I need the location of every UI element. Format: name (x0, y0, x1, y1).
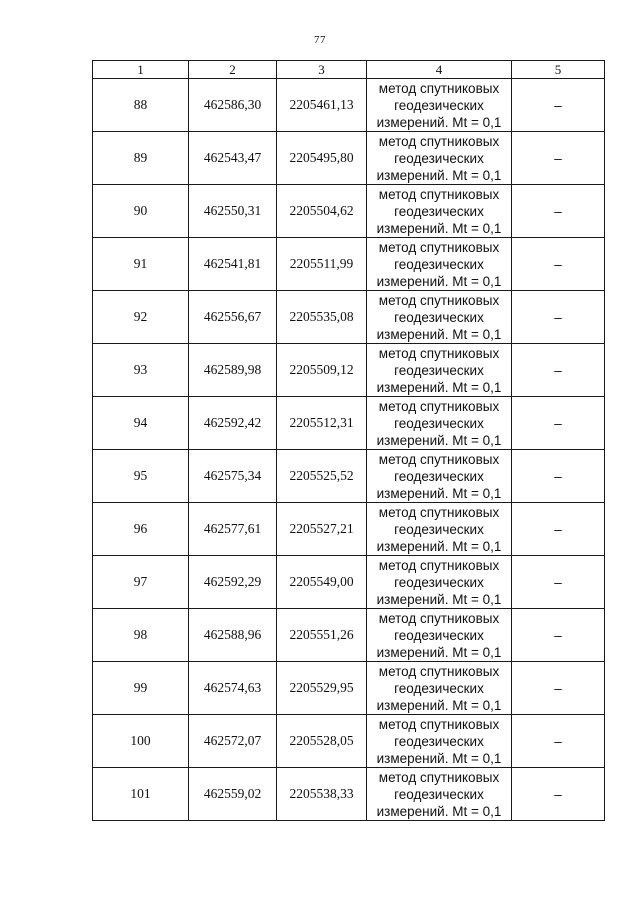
y-coordinate-cell: 2205495,80 (277, 132, 367, 185)
y-coordinate-cell: 2205525,52 (277, 450, 367, 503)
x-coordinate-cell: 462559,02 (189, 768, 277, 821)
column-5-cell: – (512, 556, 605, 609)
method-line: геодезических (394, 415, 484, 431)
column-5-cell: – (512, 503, 605, 556)
method-cell (367, 556, 512, 609)
header-col-1: 1 (93, 61, 189, 79)
table-row (93, 397, 605, 450)
point-number-cell: 94 (93, 397, 189, 450)
column-5-cell: – (512, 609, 605, 662)
table-row (93, 238, 605, 291)
x-coordinate-cell: 462543,47 (189, 132, 277, 185)
table-row (93, 291, 605, 344)
point-number-cell: 91 (93, 238, 189, 291)
point-number-cell: 92 (93, 291, 189, 344)
point-number-cell: 88 (93, 79, 189, 132)
header-col-2: 2 (189, 61, 277, 79)
method-cell (367, 185, 512, 238)
method-line: метод спутниковых (378, 769, 500, 785)
x-coordinate-cell: 462541,81 (189, 238, 277, 291)
method-line: измерений. Mt = 0,1 (376, 803, 502, 819)
method-cell (367, 768, 512, 821)
header-col-4: 4 (367, 61, 512, 79)
x-coordinate-cell: 462556,67 (189, 291, 277, 344)
method-cell (367, 291, 512, 344)
method-cell (367, 662, 512, 715)
x-coordinate-cell: 462592,29 (189, 556, 277, 609)
y-coordinate-cell: 2205551,26 (277, 609, 367, 662)
method-line: измерений. Mt = 0,1 (376, 114, 502, 130)
method-line: метод спутниковых (378, 239, 500, 255)
method-cell (367, 609, 512, 662)
column-5-cell: – (512, 397, 605, 450)
y-coordinate-cell: 2205504,62 (277, 185, 367, 238)
x-coordinate-cell: 462588,96 (189, 609, 277, 662)
method-line: метод спутниковых (378, 504, 500, 520)
x-coordinate-cell: 462586,30 (189, 79, 277, 132)
y-coordinate-cell: 2205529,95 (277, 662, 367, 715)
method-cell (367, 450, 512, 503)
method-line: метод спутниковых (378, 292, 500, 308)
method-line: геодезических (394, 309, 484, 325)
x-coordinate-cell: 462550,31 (189, 185, 277, 238)
method-line: измерений. Mt = 0,1 (376, 220, 502, 236)
table-row (93, 185, 605, 238)
method-cell (367, 238, 512, 291)
method-line: метод спутниковых (378, 663, 500, 679)
header-col-3: 3 (277, 61, 367, 79)
y-coordinate-cell: 2205527,21 (277, 503, 367, 556)
x-coordinate-cell: 462577,61 (189, 503, 277, 556)
point-number-cell: 99 (93, 662, 189, 715)
method-line: геодезических (394, 97, 484, 113)
column-5-cell: – (512, 291, 605, 344)
table-row (93, 662, 605, 715)
method-line: измерений. Mt = 0,1 (376, 379, 502, 395)
x-coordinate-cell: 462592,42 (189, 397, 277, 450)
column-5-cell: – (512, 132, 605, 185)
method-line: измерений. Mt = 0,1 (376, 538, 502, 554)
x-coordinate-cell: 462589,98 (189, 344, 277, 397)
table-body (93, 79, 605, 821)
method-line: измерений. Mt = 0,1 (376, 591, 502, 607)
method-cell (367, 79, 512, 132)
x-coordinate-cell: 462572,07 (189, 715, 277, 768)
x-coordinate-cell: 462574,63 (189, 662, 277, 715)
y-coordinate-cell: 2205512,31 (277, 397, 367, 450)
column-5-cell: – (512, 662, 605, 715)
table-row (93, 132, 605, 185)
column-5-cell: – (512, 79, 605, 132)
method-line: измерений. Mt = 0,1 (376, 326, 502, 342)
y-coordinate-cell: 2205511,99 (277, 238, 367, 291)
method-line: метод спутниковых (378, 557, 500, 573)
y-coordinate-cell: 2205461,13 (277, 79, 367, 132)
method-line: геодезических (394, 733, 484, 749)
method-line: метод спутниковых (378, 133, 500, 149)
method-line: геодезических (394, 150, 484, 166)
method-line: измерений. Mt = 0,1 (376, 697, 502, 713)
method-line: измерений. Mt = 0,1 (376, 750, 502, 766)
header-row (93, 61, 605, 79)
point-number-cell: 98 (93, 609, 189, 662)
table-row (93, 450, 605, 503)
point-number-cell: 100 (93, 715, 189, 768)
page-number: 77 (314, 34, 326, 46)
point-number-cell: 89 (93, 132, 189, 185)
method-cell (367, 344, 512, 397)
y-coordinate-cell: 2205528,05 (277, 715, 367, 768)
method-cell (367, 132, 512, 185)
method-line: метод спутниковых (378, 80, 500, 96)
method-line: геодезических (394, 786, 484, 802)
point-number-cell: 96 (93, 503, 189, 556)
method-line: метод спутниковых (378, 186, 500, 202)
method-line: геодезических (394, 362, 484, 378)
y-coordinate-cell: 2205538,33 (277, 768, 367, 821)
method-cell (367, 503, 512, 556)
table-row (93, 609, 605, 662)
point-number-cell: 90 (93, 185, 189, 238)
coordinates-table (92, 60, 605, 821)
method-line: геодезических (394, 574, 484, 590)
method-line: измерений. Mt = 0,1 (376, 273, 502, 289)
table-row (93, 715, 605, 768)
table-row (93, 344, 605, 397)
method-line: геодезических (394, 256, 484, 272)
column-5-cell: – (512, 768, 605, 821)
column-5-cell: – (512, 344, 605, 397)
method-line: геодезических (394, 680, 484, 696)
method-line: метод спутниковых (378, 716, 500, 732)
x-coordinate-cell: 462575,34 (189, 450, 277, 503)
column-5-cell: – (512, 450, 605, 503)
y-coordinate-cell: 2205549,00 (277, 556, 367, 609)
y-coordinate-cell: 2205535,08 (277, 291, 367, 344)
table-row (93, 503, 605, 556)
method-line: метод спутниковых (378, 451, 500, 467)
method-line: измерений. Mt = 0,1 (376, 644, 502, 660)
method-cell (367, 397, 512, 450)
method-cell (367, 715, 512, 768)
table-row (93, 768, 605, 821)
method-line: измерений. Mt = 0,1 (376, 432, 502, 448)
column-5-cell: – (512, 238, 605, 291)
method-line: измерений. Mt = 0,1 (376, 485, 502, 501)
point-number-cell: 93 (93, 344, 189, 397)
method-line: геодезических (394, 521, 484, 537)
method-line: измерений. Mt = 0,1 (376, 167, 502, 183)
method-line: метод спутниковых (378, 610, 500, 626)
table-row (93, 556, 605, 609)
column-5-cell: – (512, 715, 605, 768)
header-col-5: 5 (512, 61, 605, 79)
point-number-cell: 97 (93, 556, 189, 609)
method-line: геодезических (394, 203, 484, 219)
method-line: метод спутниковых (378, 398, 500, 414)
point-number-cell: 95 (93, 450, 189, 503)
method-line: геодезических (394, 627, 484, 643)
method-line: метод спутниковых (378, 345, 500, 361)
point-number-cell: 101 (93, 768, 189, 821)
table-row (93, 79, 605, 132)
method-line: геодезических (394, 468, 484, 484)
column-5-cell: – (512, 185, 605, 238)
y-coordinate-cell: 2205509,12 (277, 344, 367, 397)
